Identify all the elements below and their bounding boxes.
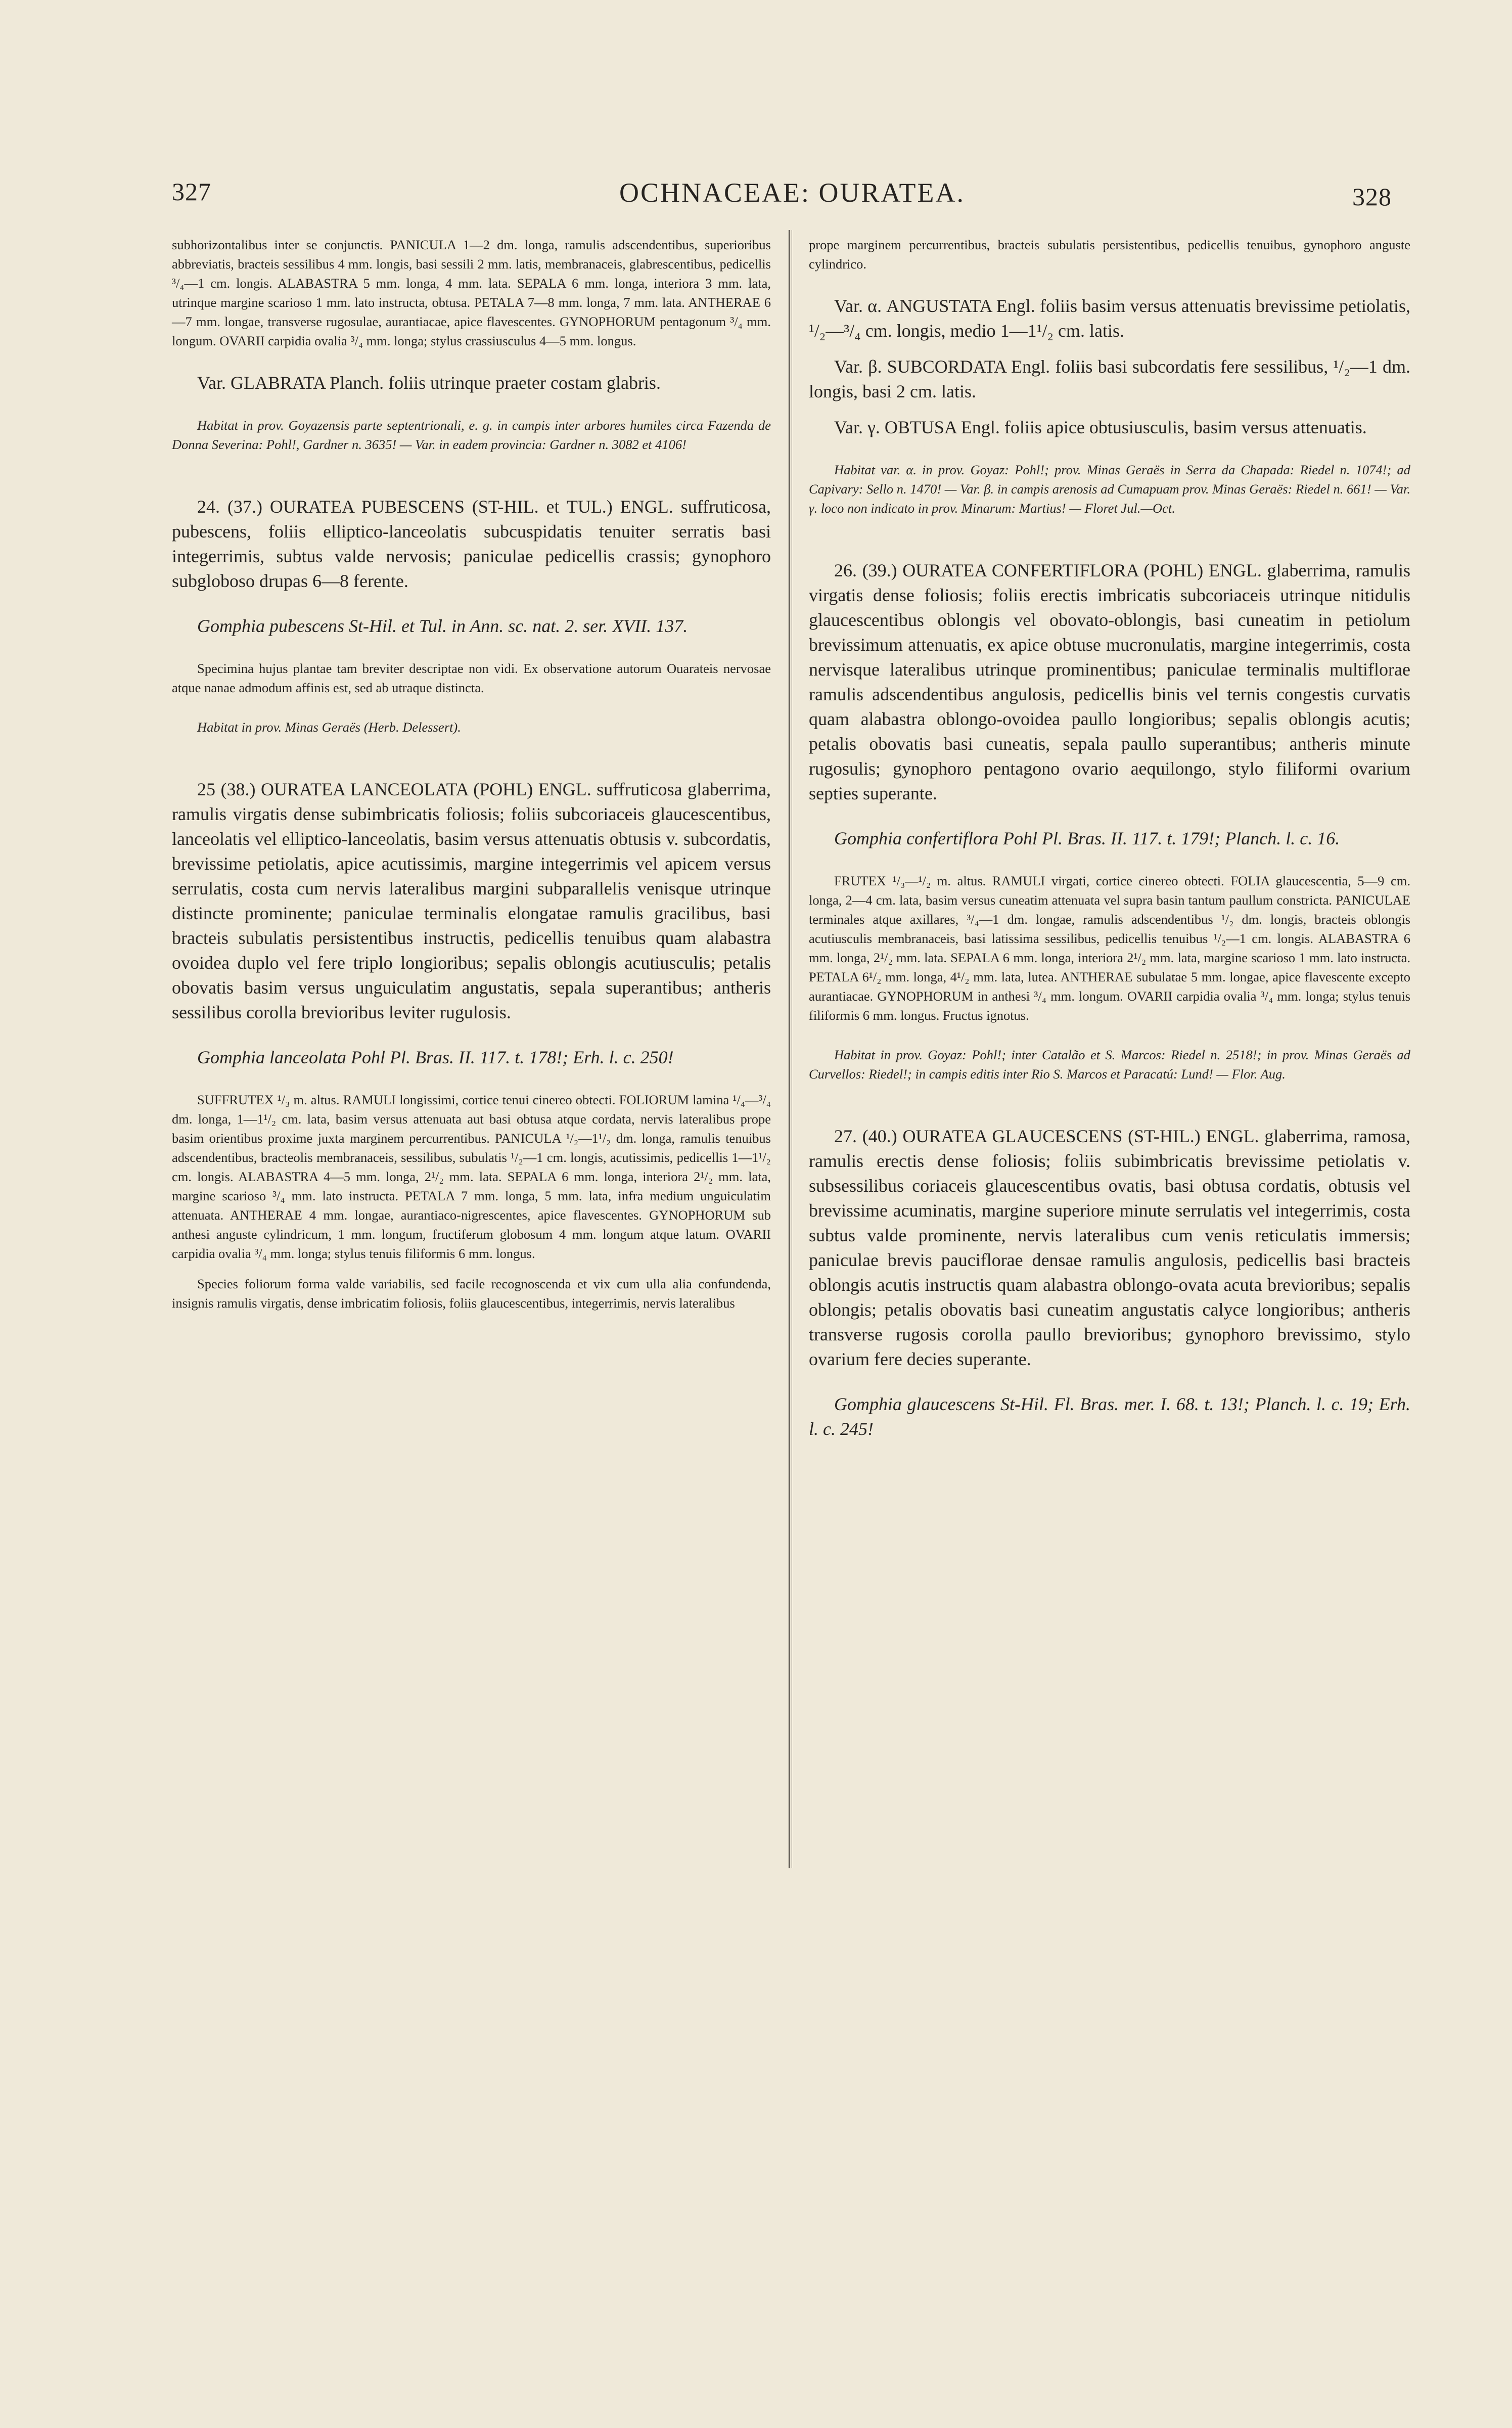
paragraph: 26. (39.) OURATEA CONFERTIFLORA (POHL) ENGL. glaberrima, ramulis virgatis dense foliosis; foliis erectis imbricatis subcoriaceis utrinque nitidulis glaucescentibus oblongis vel obovato-oblongis, basi cuneatim in petiolum brevissimum attenuatis, ex apice obtuse mucronulatis, margine integerrimis, costa nervisque lateralibus utrinque prominentibus; paniculae terminalis multiflorae ramulis adscendentibus angulosis, pedicellis binis vel ternis congestis curvatis quam alabastra oblongo-ovoidea paullo longioribus; sepalis oblongis acutis; petalis obovatis basi cuneatis, sepala paullo superantibus; antheris minute rugosulis; gynophoro pentagono ovario aequilongo, stylo filiformi ovarium septies superante.: [809, 560, 1410, 803]
spacer: [809, 1372, 1410, 1392]
paragraph: subhorizontalibus inter se conjunctis. PANICULA 1—2 dm. longa, ramulis adscendentibus, superioribus abbreviatis, bracteis sessilibus 4 mm. longis, basi sessili 2 mm. latis, membranaceis, glabrescentibus, pedicellis ³/₄—1 cm. longis. ALABASTRA 5 mm. longa, 4 mm. lata. SEPALA 6 mm. longa, interiora 3 mm. lata, utrinque margine scarioso 1 mm. lato instructa, obtusa. PETALA 7—8 mm. longa, 7 mm. lata. ANTHERAE 6—7 mm. longae, transverse rugosulae, aurantiacae, apice flavescentes. GYNOPHORUM pentagonum ³/₄ mm. longum. OVARII carpidia ovalia ³/₄ mm. longa; stylus crassiusculus 4—5 mm. longus.: [172, 237, 771, 348]
paragraph: Var. γ. OBTUSA Engl. foliis apice obtusiusculis, basim versus attenuatis.: [834, 417, 1367, 437]
page-number-right: 328: [1352, 183, 1392, 211]
paragraph: Var. GLABRATA Planch. foliis utrinque praeter costam glabris.: [197, 373, 661, 393]
running-title: OCHNACEAE: OURATEA.: [619, 177, 965, 208]
paragraph: Habitat in prov. Goyazensis parte septentrionali, e. g. in campis inter arbores humiles circa Fazenda de Donna Severina: Pohl!, Gardner n. 3635! — Var. in eadem provincia: Gardner n. 3082 et 4106!: [172, 418, 771, 452]
paragraph: Gomphia glaucescens St-Hil. Fl. Bras. mer. I. 68. t. 13!; Planch. l. c. 19; Erh. l. c. 245!: [809, 1394, 1410, 1439]
spacer: [809, 851, 1410, 871]
spacer: [809, 440, 1410, 460]
right-column: [809, 235, 1410, 1442]
spacer: [172, 697, 771, 717]
paragraph: Species foliorum forma valde variabilis, sed facile recognoscenda et vix cum ulla alia confundenda, insignis ramulis virgatis, dense imbricatim foliosis, foliis glaucescentibus, integerrimis, nervis lateralibus: [172, 1276, 771, 1311]
paragraph: Specimina hujus plantae tam breviter descriptae non vidi. Ex observatione autorum Ouarateis nervosae atque nanae admodum affinis est, sed ab utraque distincta.: [172, 661, 771, 695]
paragraph: 24. (37.) OURATEA PUBESCENS (ST-HIL. et TUL.) ENGL. suffruticosa, pubescens, foliis elliptico-lanceolatis subcuspidatis tenuiter serratis basi integerrimis, subtus valde nervosis; paniculae pedicellis crassis; gynophoro subgloboso drupas 6—8 ferente.: [172, 497, 771, 591]
paragraph: Habitat var. α. in prov. Goyaz: Pohl!; prov. Minas Geraës in Serra da Chapada: Riedel n. 1074!; ad Capivary: Sello n. 1470! — Var. β. in campis arenosis ad Cumapuam prov. Minas Geraës: Riedel n. 661! — Var. γ. loco non indicato in prov. Minarum: Martius! — Floret Jul.—Oct.: [809, 462, 1410, 516]
spacer: [172, 350, 771, 371]
paragraph: Var. α. ANGUSTATA Engl. foliis basim versus attenuatis brevissime petiolatis, ¹/₂—³/₄ cm. longis, medio 1—1¹/₂ cm. latis.: [809, 296, 1410, 341]
spacer: [172, 1025, 771, 1045]
spacer: [172, 395, 771, 416]
spacer: [809, 343, 1410, 354]
paragraph: FRUTEX ¹/₃—¹/₂ m. altus. RAMULI virgati, cortice cinereo obtecti. FOLIA glaucescentia, 5—9 cm. longa, 2—4 cm. lata, basim versus cuneatim attenuata vel supra basin tantum paullum constricta. PANICULAE terminales atque axillares, ³/₄—1 dm. longae, ramulis adscendentibus ¹/₂ dm. longis, bracteis oblongis acutiusculis membranaceis, basi latissima sessilibus, pedicellis tenuibus ¹/₂—1 cm. longis. ALABASTRA 6 mm. longa, 2¹/₂ mm. lata. SEPALA 6 mm. longa, interiora 2¹/₂ mm. lata, margine scarioso 1 mm. lato instructa. PETALA 6¹/₂ mm. longa, 4¹/₂ mm. lata, lutea. ANTHERAE subulatae 5 mm. longae, apice flavescente excepto aurantiacae. GYNOPHORUM in anthesi ³/₄ mm. longum. OVARII carpidia ovalia ³/₄ mm. longa; stylus tenuis filiformis 6 mm. longus. Fructus ignotus.: [809, 873, 1410, 1023]
paragraph: 27. (40.) OURATEA GLAUCESCENS (ST-HIL.) ENGL. glaberrima, ramosa, ramulis erectis dense foliosis; foliis subimbricatis brevissime petiolatis v. subsessilibus coriaceis glaucescentibus ovatis, basi obtusa cordatis, obtusis vel brevissime acuminatis, margine superiore minute serrulatis vel integerrimis, costa subtus valde prominente, nervis lateralibus cum venis reticulatis immersis; paniculae brevis pauciflorae densae ramulis angulosis, pedicellis basi bracteis oblongis acutis instructis quam alabastra oblongo-ovata acuta brevioribus; sepalis oblongis; petalis obovatis basi cuneatim angustatis calyce longioribus; antheris transverse rugosis corolla paullo brevioribus; gynophoro brevissimo, stylo ovarium fere decies superante.: [809, 1126, 1410, 1369]
paragraph: SUFFRUTEX ¹/₃ m. altus. RAMULI longissimi, cortice tenui cinereo obtecti. FOLIORUM lamina ¹/₄—³/₄ dm. longa, 1—1¹/₂ cm. lata, basim versus attenuata aut basi obtusa atque cordata, nervis lateralibus prope basim orientibus proxime juxta marginem percurrentibus. PANICULA ¹/₂—1¹/₂ dm. longa, ramulis tenuibus adscendentibus, bracteolis membranaceis, sessilibus, subulatis ¹/₂—1 cm. longis, acutissimis, pedicellis 1—1¹/₂ cm. longis. ALABASTRA 4—5 mm. longa, 2¹/₂ mm. lata. SEPALA 6 mm. longa, interiora 2¹/₂ mm. lata, margine scarioso ³/₄ mm. lato instructa. PETALA 7 mm. longa, 5 mm. lata, infra medium unguiculatim attenuata. ANTHERAE 4 mm. longae, aurantiaco-nigrescentes, apice flavescentes. GYNOPHORUM sub anthesi anguste cylindricum, 1 mm. longum, fructiferum globosum 4 mm. longum atque latum. OVARII carpidia ovalia ³/₄ mm. longa; stylus tenuis filiformis 6 mm. longus.: [172, 1092, 771, 1261]
spacer: [172, 639, 771, 659]
spacer: [172, 594, 771, 614]
spacer: [809, 1025, 1410, 1045]
column-divider: [789, 230, 790, 1868]
paragraph: prope marginem percurrentibus, bracteis subulatis persistentibus, pedicellis tenuibus, gynophoro anguste cylindrico.: [809, 237, 1410, 272]
spacer: [809, 1084, 1410, 1124]
left-column: [172, 235, 771, 1313]
spacer: [809, 274, 1410, 294]
paragraph: Var. β. SUBCORDATA Engl. foliis basi subcordatis fere sessilibus, ¹/₂—1 dm. longis, basi 2 cm. latis.: [809, 356, 1410, 401]
spacer: [809, 404, 1410, 415]
spacer: [809, 518, 1410, 558]
spacer: [172, 1263, 771, 1274]
spacer: [809, 806, 1410, 826]
paragraph: Habitat in prov. Goyaz: Pohl!; inter Catalão et S. Marcos: Riedel n. 2518!; in prov. Minas Geraës ad Curvellos: Riedel!; in campis editis inter Rio S. Marcos et Paracatú: Lund! — Flor. Aug.: [809, 1047, 1410, 1082]
spacer: [172, 737, 771, 777]
paragraph: 25 (38.) OURATEA LANCEOLATA (POHL) ENGL. suffruticosa glaberrima, ramulis virgatis dense subimbricatis foliosis; foliis subcoriaceis glaucescentibus, lanceolatis vel elliptico-lanceolatis, basim versus attenuatis obtusis v. subcordatis, brevissime petiolatis, apice acutissimis, margine integerrimis vel apicem versus serrulatis, costa cum nervis lateralibus margini subparallelis venisque utrinque distincte prominente; paniculae terminalis elongatae ramulis gracilibus, basi bracteis subulatis persistentibus instructis, pedicellis tenuibus quam alabastra ovoidea duplo vel fere triplo longioribus; sepalis oblongis acutiusculis; petalis obovatis basim versus unguiculatim angustatis, sepala superantibus; antheris sessilibus corolla brevioribus leviter rugulosis.: [172, 779, 771, 1022]
paragraph: Habitat in prov. Minas Geraës (Herb. Delessert).: [197, 720, 461, 735]
paragraph: Gomphia pubescens St-Hil. et Tul. in Ann. sc. nat. 2. ser. XVII. 137.: [197, 616, 688, 636]
paragraph: Gomphia lanceolata Pohl Pl. Bras. II. 117. t. 178!; Erh. l. c. 250!: [197, 1047, 674, 1067]
spacer: [172, 1070, 771, 1090]
paragraph: Gomphia confertiflora Pohl Pl. Bras. II. 117. t. 179!; Planch. l. c. 16.: [834, 828, 1340, 848]
spacer: [172, 454, 771, 494]
page-number-left: 327: [172, 177, 211, 206]
